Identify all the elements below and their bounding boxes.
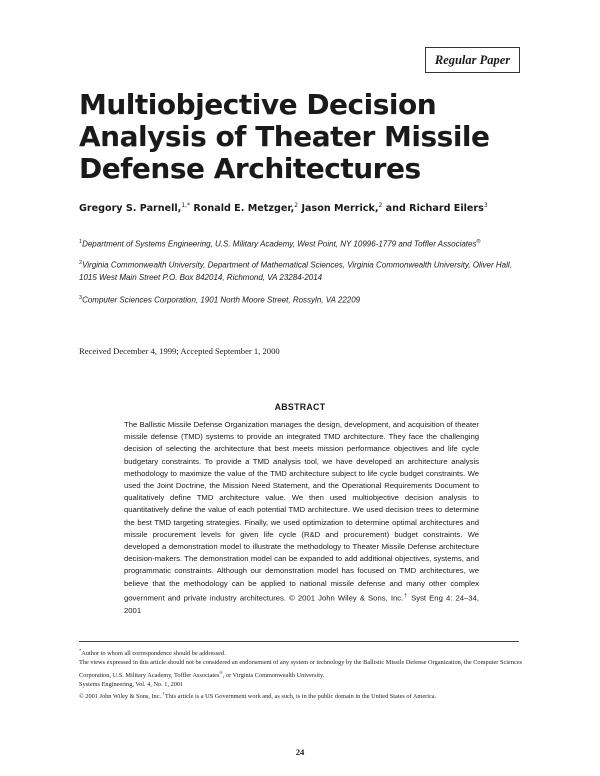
abstract-body: The Ballistic Missile Defense Organization manages the design, development, and acquisition of theater missile defense (TMD) systems to provide an integrated TMD architecture. They face the challenging decision of selecting the architecture that best meets mission performance objectives and life cycle budgetary constraints. To provide a TMD analysis tool, we have developed an architecture analysis methodology to maximize the value of the TMD architecture subject to life cycle budget constraints. We used the Joint Doctrine, the Mission Need Statement, and the Operational Requirements Document to qualitatively define TMD architecture value. We then used multiobjective decision analysis to quantitatively define the value of each potential TMD architecture. We used decision trees to determine the best TMD targeting strategies. Finally, we used optimization to determine optimal architectures and missile procurement levels for given life cycle (R&D and procurement) budget constraints. We developed a demonstration model to illustrate the methodology to Theater Missile Defense architecture decision-makers. The demonstration model can be expanded to add additional objectives, systems, and programmatic constraints. Although our demonstration model has focused on TMD architectures, we believe that the methodology can be applied to national missile defense and many other complex government and private industry architectures. © 2001 John Wiley & Sons, Inc.† Syst Eng 4: 24–34, 2001 <box>124 420 479 615</box>
author-name: and Richard Eilers <box>385 203 484 215</box>
affiliation-1: $^1$Department of Systems Engineering, U.S. Military Academy, West Point, NY 10996-1779 and Toffler Associates® <box>79 239 481 249</box>
author-affiliation-marker: 2 <box>378 202 383 209</box>
paper-type-badge: Regular Paper <box>425 47 520 73</box>
footnote-journal: Systems Engineering, Vol. 4, No. 1, 2001 <box>79 680 184 688</box>
author-affiliation-marker: 3 <box>483 202 488 209</box>
affiliation-2: $^2$Virginia Commonwealth University, Department of Mathematical Sciences, Virginia Commonwealth University, Oliver Hall, 1015 West Main Street P.O. Box 842014, Richmond, VA 23284-2014 <box>79 260 512 282</box>
author-name: Jason Merrick, <box>301 203 379 215</box>
author-name: Ronald E. Metzger, <box>193 203 295 215</box>
footnotes <box>79 646 524 701</box>
author-affiliation-marker: 2 <box>294 202 299 209</box>
page-number: 24 <box>295 747 305 757</box>
received-dates: Received December 4, 1999; Accepted September 1, 2000 <box>79 346 280 356</box>
author-affiliation-marker: 1,* <box>181 202 191 209</box>
citation: Syst Eng 4: 24–34, 2001 <box>124 593 479 615</box>
footnote-divider <box>79 641 519 642</box>
footnote-correspondence: *Author to whom all correspondence should be addressed. <box>79 648 226 658</box>
abstract-heading: ABSTRACT <box>274 402 326 412</box>
author-list <box>79 202 559 214</box>
footnote-copyright: © 2001 John Wiley & Sons, Inc. †This article is a US Government work and, as such, is in the public domain in the United States of America. <box>79 691 437 701</box>
affiliation-3: $^3$Computer Sciences Corporation, 1901 North Moore Street, Rossyln, VA 22209 <box>79 295 361 305</box>
paper-title: Multiobjective Decision Analysis of Theater Missile Defense Architectures <box>79 88 490 185</box>
author-name: Gregory S. Parnell, <box>79 203 182 215</box>
footnote-disclaimer: The views expressed in this article should not be considered an endorsement of any system or technology by the Ballistic Missile Defense Organization, the Computer Sciences Corporation, U.S. Military Academy, Toffler Associates®, or Virginia Commonwealth University. <box>79 659 523 679</box>
